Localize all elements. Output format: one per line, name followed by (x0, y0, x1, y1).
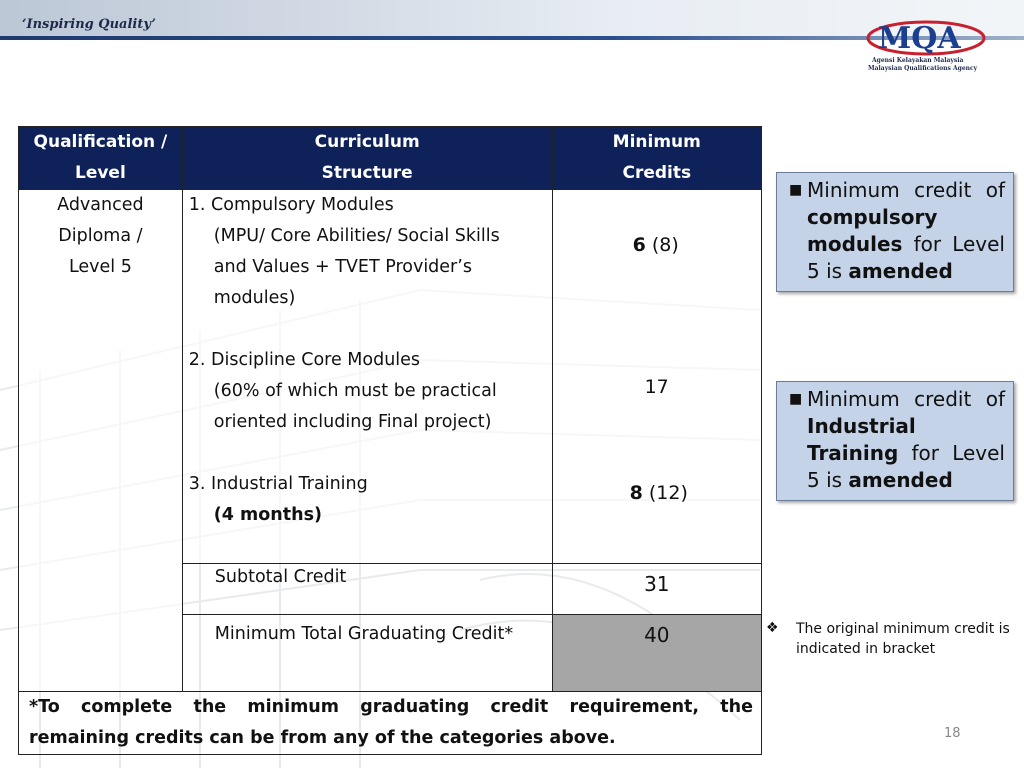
item1-title: 1. Compulsory Modules (188, 195, 394, 215)
logo-caption-malay: Agensi Kelayakan Malaysia (872, 57, 964, 64)
item3-title: 3. Industrial Training (188, 474, 368, 494)
credit-structure-table (18, 126, 762, 755)
square-bullet-icon: ■ (789, 391, 803, 407)
min-total-label: Minimum Total Graduating Credit* (182, 615, 552, 692)
credit-compulsory: 6 (8) (632, 234, 679, 256)
header-curriculum: Curriculum Structure (182, 127, 552, 190)
footnote (19, 692, 762, 755)
credit-industrial: 8 (12) (629, 482, 688, 504)
credit-discipline: 17 (644, 376, 669, 398)
footnote-row (19, 692, 762, 755)
callout-compulsory: ■ Minimum credit of compulsory modules for Level 5 is amended (776, 172, 1014, 292)
level-cell: Advanced Diploma / Level 5 (19, 190, 183, 692)
item2-title: 2. Discipline Core Modules (188, 350, 421, 370)
table-row (19, 190, 762, 564)
logo-caption-english: Malaysian Qualifications Agency (868, 65, 978, 72)
table-header-row (19, 127, 762, 190)
footnote-line2: remaining credits can be from any of the categories above. (29, 728, 616, 748)
subtotal-value: 31 (552, 564, 761, 615)
subtotal-label: Subtotal Credit (182, 564, 552, 615)
svg-text:MQA: MQA (878, 21, 961, 56)
min-total-value: 40 (552, 615, 761, 692)
header-qualification: Qualification / Level (19, 127, 183, 190)
header-credits: Minimum Credits (552, 127, 761, 190)
diamond-bullet-icon: ❖ (766, 620, 779, 636)
slogan: ‘Inspiring Quality’ (22, 17, 156, 32)
credits-cell (552, 190, 761, 564)
footnote-line1: *To complete the minimum graduating credit requirement, the (29, 697, 753, 717)
structure-cell: 1. Compulsory Modules (MPU/ Core Abilities/ Social Skills and Values + TVET Provider’s modules) 2. Discipline Core Modules (60% of which must be practical oriented including Final project) 3. Industrial Training (4 months) (182, 190, 552, 564)
page-number: 18 (944, 726, 961, 741)
square-bullet-icon: ■ (789, 182, 803, 198)
callout-industrial: ■ Minimum credit of Industrial Training for Level 5 is amended (776, 381, 1014, 501)
